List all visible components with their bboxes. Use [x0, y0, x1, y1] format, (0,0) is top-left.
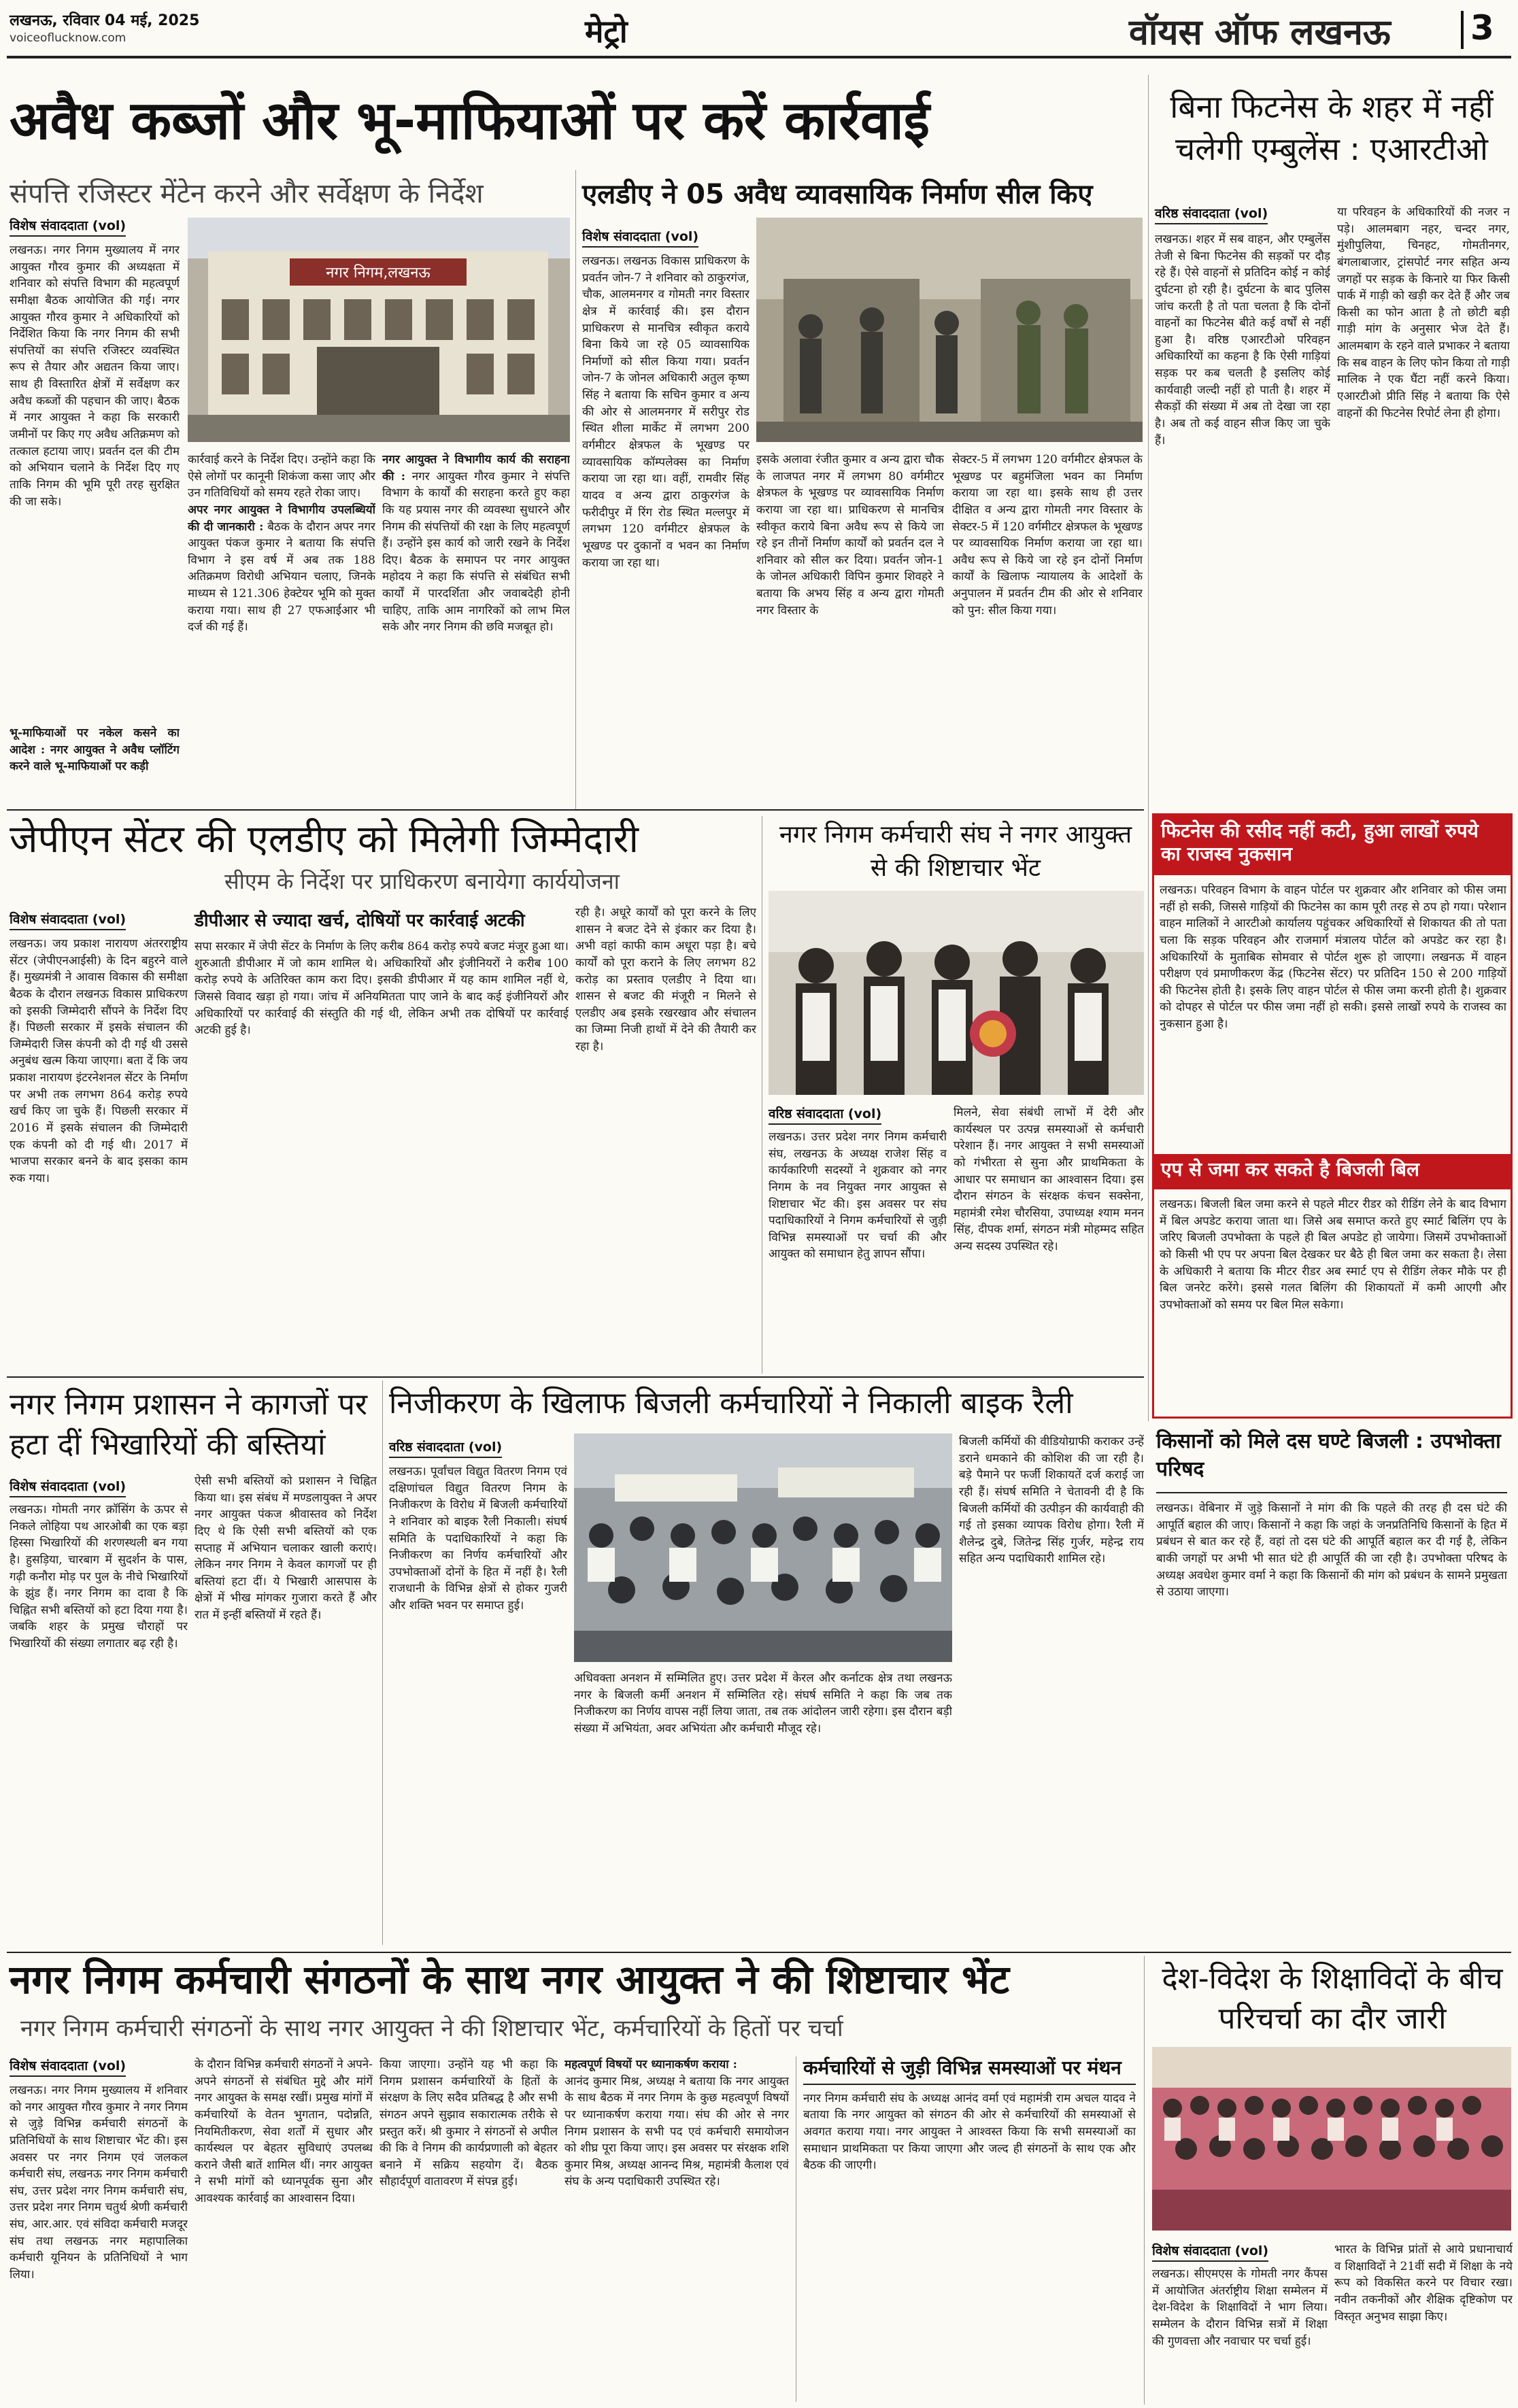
bottom-subhead: नगर निगम कर्मचारी संगठनों के साथ नगर आयुक्त ने की शिष्टाचार भेंट, कर्मचारियों के हितों पर चर्चा — [20, 2015, 843, 2042]
lead-col3 — [382, 452, 570, 805]
lead-sub1: भू-माफियाओं पर नकेल कसने का आदेश : नगर आयुक्त ने अवैध प्लॉटिंग करने वाले भू-माफियाओं पर कड़ी — [10, 726, 180, 774]
row2-rule — [7, 809, 1144, 811]
ambulance-byline: वरिष्ठ संवाददाता (vol) — [1155, 204, 1268, 224]
bottom-col1: लखनऊ। नगर निगम मुख्यालय में शनिवार को नगर आयुक्त गौरव कुमार ने नगर निगम से जुड़े विभिन्न कर्मचारी संगठनों के प्रतिनिधियों के साथ शिष्टाचार भेंट की। इस अवसर पर नगर निगम एवं जलकल कर्मचारी संघ, लखनऊ नगर निगम कर्मचारी संघ, उत्तर प्रदेश नगर निगम कर्मचारी संघ, उत्तर प्रदेश नगर निगम चतुर्थ श्रेणी कर्मचारी संघ, आर.आर. एवं संविदा कर्मचारी मजदूर संघ तथा लखनऊ नगर महापालिका कर्मचारी यूनियन के प्रतिनिधियों ने भाग लिया। — [10, 2084, 188, 2282]
bottom-col4-head: महत्वपूर्ण विषयों पर ध्यानाकर्षण कराया : — [564, 2058, 737, 2071]
ambulance-col2: या परिवहन के अधिकारियों की नजर न पड़े। आलमबाग नहर, चन्दर नगर, मुंशीपुलिया, चिनहट, गोमतीनगर, बंगलाबाजार, ट्रांसपोर्ट नगर सहित अन्य जगहों पर सड़क के किनारे या फिर किसी पार्क में गाड़ी को खड़ी कर देते हैं और जब किसी का फोन आता है तो छोटी बड़ी गाड़ी मांग के अनुसार भेज देते हैं। आलमबाग के रहने वाले प्रभाकर ने बताया कि सब वाहन के लिए फोन किया तो गाड़ी मालिक ने एक घैंटा नहीं करने किया। एआरटीओ प्रीति सिंह ने बताया कि ऐसे वाहनों की फिटनेस रिपोर्ट लेना ही होगा। — [1337, 205, 1510, 420]
lead-sub3: नगर आयुक्त ने विभागीय कार्य की सराहना की : — [382, 453, 570, 484]
educationists-headline: देश-विदेश के शिक्षाविदों के बीच परिचर्चा का दौर जारी — [1162, 1961, 1503, 2037]
jpnic-col3: रही है। अधूरे कार्यों को पूरा करने के लिए शासन ने बजट देने से इंकार कर दिया है। अभी वहां काफी काम अधूरा पड़ा है। बचे कार्यों को पूरा कराने के लिए लगभग 82 करोड़ का प्रस्ताव एलडीए ने दिया था। शासन से बजट की मंजूरी न मिलने से एलडीए अब इसके रखरखाव और संचालन का जिम्मा निजी हाथों में देने की तैयारी कर रहा है। — [575, 906, 756, 1054]
lead-col2b-text: बैठक के दौरान अपर नगर आयुक्त पंकज कुमार ने बताया कि संपत्ति विभाग ने इस वर्ष में अब तक 188 अतिक्रमण विरोधी अभियान चलाए, जिनके माध्यम से 121.306 हेक्टेयर भूमि को मुक्त कराया गया। साथ ही 27 एफआईआर भी दर्ज की गई हैं। — [188, 520, 375, 634]
divider-lead-lda — [575, 170, 576, 809]
bill-col1: लखनऊ। बिजली बिल जमा करने से पहले मीटर रीडर को रीडिंग लेने के बाद विभाग में बिल अपडेट कराया जाता था। जिसे अब समाप्त करते हुए स्मार्ट बिलिंग एप के जरिए बिजली उपभोक्ता के पहले ही बिल अपडेट हो जायेगा। जिसमें उपभोक्ताओं को किसी भी एप पर अपना बिल देखकर घर बैठे ही बिल जमा कर सकता है। लेसा के अधिकारी ने बताया कि मीटर रीडर अब स्मार्ट एप से रीडिंग लेकर मौके पर ही बिल जनरेट करेंगे। इससे गलत बिलिंग की शिकायतों में कमी आएगी और उपभोक्ताओं को समय पर बिल मिल सकेगा। — [1160, 1198, 1506, 1312]
union-byline: वरिष्ठ संवाददाता (vol) — [769, 1104, 881, 1125]
lead-col2-text: कार्रवाई करने के निर्देश दिए। उन्होंने कहा कि ऐसे लोगों पर कानूनी शिकंजा कसा जाए और उन गतिविधियों को समय रहते रोका जाए। — [188, 453, 375, 501]
building-sign: नगर निगम,लखनऊ — [326, 265, 431, 282]
educationists-byline: विशेष संवाददाता (vol) — [1152, 2241, 1268, 2262]
fitness-headline-bar — [1154, 815, 1511, 875]
masthead-date: लखनऊ, रविवार 04 मई, 2025 — [10, 12, 200, 29]
privatization-col1: लखनऊ। पूर्वांचल विद्युत वितरण निगम एवं दक्षिणांचल विद्युत वितरण निगम के निजीकरण के विरोध में बिजली कर्मचारियों ने शनिवार को बाइक रैली निकाली। संघर्ष समिति के पदाधिकारियों ने कहा कि निजीकरण का निर्णय कर्मचारियों और उपभोक्ताओं दोनों के हित में नहीं है। रैली राजधानी के विभिन्न क्षेत्रों से होकर गुजरी और शक्ति भवन पर समाप्त हुई। — [389, 1465, 567, 1613]
brand-name: वॉयस ऑफ लखनऊ — [1129, 12, 1391, 53]
bottom-col5: नगर निगम कर्मचारी संघ के अध्यक्ष आनंद वर्मा एवं महामंत्री राम अचल यादव ने बताया कि नगर आयुक्त को संगठन की ओर से कर्मचारियों की समस्याओं से अवगत कराया गया। नगर आयुक्त ने आश्वस्त किया कि सभी समस्याओं का समाधान प्राथमिकता पर किया जाएगा और जल्द ही संगठनों के साथ एक और बैठक की जाएगी। — [803, 2091, 1136, 2173]
sealed-shops-photo — [756, 218, 1143, 442]
farmers-col1: लखनऊ। वेबिनार में जुड़े किसानों ने मांग की कि पहले की तरह ही दस घंटे की आपूर्ति बहाल की जाए। किसानों ने कहा कि जहां के जनप्रतिनिधि किसानों के हित में प्रबंधन से बात कर रहे हैं, वहां तो दस घंटे की आपूर्ति बहाल कर दी गई है, लेकिन बाकी जगहों पर अभी भी सात घंटे ही आपूर्ति की जा रही है। उपभोक्ता परिषद के अध्यक्ष अवधेश कुमार वर्मा ने कहा कि किसानों की मांग को प्रबंधन के सामने प्रमुखता से उठाया जाएगा। — [1156, 1502, 1507, 1599]
lead-headline: अवैध कब्जों और भू-माफियाओं पर करें कार्रवाई — [10, 90, 930, 152]
lead-col3-text: नगर आयुक्त गौरव कुमार ने संपत्ति विभाग के कार्यों की सराहना करते हुए कहा कि यह प्रयास नगर की व्यवस्था सुधारने और निगम की संपत्तियों की रक्षा के लिए महत्वपूर्ण हैं। उन्होंने इस कार्य को जारी रखने के निर्देश दिए। बैठक के समापन पर नगर आयुक्त महोदय ने कहा कि संपत्ति से संबंधित सभी कार्यों में पारदर्शिता और जवाबदेही होनी चाहिए, ताकि आम नागरिकों को लाभ मिल सके और नगर निगम की छवि मजबूत हो। — [382, 469, 570, 634]
row4-rule — [7, 1952, 1511, 1953]
union-col2: मिलने, सेवा संबंधी लाभों में देरी और कार्यस्थल पर उत्पन्न समस्याओं से कर्मचारी परेशान हैं। नगर आयुक्त ने सभी समस्याओं को गंभीरता से सुना और प्राथमिकता के आधार पर समाधान का आश्वासन दिया। इस दौरान संगठन के संरक्षक कंचन सक्सेना, महामंत्री रमेश चौरसिया, उपाध्यक्ष श्याम मनन सिंह, दीपक शर्मा, संगठन मंत्री मोहम्मद सहित अन्य सदस्य उपस्थित रहे। — [954, 1106, 1144, 1254]
page-divider — [1461, 11, 1464, 49]
masthead-rule — [7, 56, 1511, 58]
lead-col1-sub — [10, 725, 180, 807]
lda-col1: लखनऊ। लखनऊ विकास प्राधिकरण के प्रवर्तन जोन-7 ने शनिवार को ठाकुरगंज, चौक, आलमनगर व गोमती नगर विस्तार क्षेत्र में कार्रवाई की। इस दौरान प्राधिकरण से मानचित्र स्वीकृत कराये बिना किये जा रहे 05 व्यावसायिक निर्माणों को सील किया गया। प्रवर्तन जोन-7 के जोनल अधिकारी अतुल कृष्ण सिंह ने बताया कि सचिन कुमार व अन्य की ओर से आलमनगर में सरीपुर रोड स्थित शीला मार्केट में लगभग 200 वर्गमीटर क्षेत्रफल के भूखण्ड पर व्यावसायिक कॉम्पलेक्स का निर्माण कराया जा रहा था। वहीं, रामवीर सिंह यादव व अन्य द्वारा ठाकुरगंज के फरीदीपुर में रिंग रोड स्थित मल्लपुर में लगभग 120 वर्गमीटर क्षेत्रफल के भूखण्ड पर दुकानों व भवन का निर्माण कराया जा रहा था। — [582, 254, 749, 570]
educationists-photo — [1152, 2047, 1511, 2231]
lda-byline: विशेष संवाददाता (vol) — [582, 227, 698, 248]
ambulance-col1: लखनऊ। शहर में सब वाहन, और एम्बुलेंस तेजी से बिना फिटनेस की सड़कों पर दौड़ रहे हैं। ऐसे वाहनों से प्रतिदिन कोई न कोई दुर्घटना हो रही है। दुर्घटना के बाद पुलिस जांच करती है तो पता चलता है कि दोनों वाहनों का फिटनेस बीते कई वर्षों से नहीं हुआ है। वरिष्ठ एआरटीओ परिवहन अधिकारियों का कहना है कि ऐसी गाड़ियां सड़क पर कब चलती है इसलिए कोई कार्यवाही जल्दी नहीं हो पाती है। शहर में सैकड़ों की संख्या में अब तो देखा जा रहा है। अब तो कई वाहन सीज किए जा चुके हैं। — [1155, 233, 1330, 447]
lead-byline: विशेष संवाददाता (vol) — [10, 216, 126, 237]
jpnic-col2: सपा सरकार में जेपी सेंटर के निर्माण के लिए करीब 864 करोड़ रुपये बजट मंजूर हुआ था। शुरुआती डीपीआर में जो काम शामिल थे। अधिकारियों और इंजीनियरों ने करीब 100 करोड़ रुपये के अतिरिक्त काम करा दिए। इसकी डीपीआर में यह काम शामिल नहीं थे, जिससे विवाद खड़ा हो गया। जांच में अनियमितता पाए जाने के बाद कई इंजीनियरों और अधिकारियों पर कार्रवाई की संस्तुति की गई थी, लेकिन अभी तक दोषियों पर कार्रवाई अटकी हुई है। — [195, 940, 569, 1038]
row3-rule — [7, 1376, 1144, 1378]
privatization-col3: बिजली कर्मियों की वीडियोग्राफी कराकर उन्हें डराने धमकाने की कोशिश की जा रही है। बड़े पैमाने पर फर्जी शिकायतें दर्ज कराई जा रही हैं। संघर्ष समिति ने चेतावनी दी है कि बिजली कर्मियों की उत्पीड़न की कार्यवाही की गई तो इसका व्यापक विरोध होगा। रैली में शैलेन्द्र दुबे, जितेन्द्र सिंह गुर्जर, महेन्द्र राय सहित अन्य पदाधिकारी शामिल रहे। — [959, 1435, 1144, 1566]
union-meeting-photo — [769, 891, 1144, 1095]
jpnic-byline: विशेष संवाददाता (vol) — [10, 910, 126, 930]
lead-col1: लखनऊ। नगर निगम मुख्यालय में नगर आयुक्त गौरव कुमार की अध्यक्षता में शनिवार को संपत्ति विभाग की महत्वपूर्ण समीक्षा बैठक आयोजित की गई। नगर आयुक्त गौरव कुमार ने अधिकारियों को निर्देशित किया कि नगर निगम की सभी संपत्तियों का संपत्ति रजिस्टर व्यवस्थित रूप से तैयार और अद्यतन किया जाए। साथ ही विस्तारित क्षेत्रों में सर्वेक्षण कर अवैध कब्जों की पहचान की जाए। बैठक में नगर आयुक्त ने कहा कि सरकारी जमीनों पर किए गए अवैध अतिक्रमण को तत्काल हटाया जाए। प्रवर्तन दल की टीम को अभियान चलाने के निर्देश दिए गए ताकि निगम की भूमि पूरी तरह सुरक्षित की जा सके। — [10, 243, 180, 509]
educationists-col2: भारत के विभिन्न प्रांतों से आये प्रधानाचार्य व शिक्षाविदों ने 21वीं सदी में शिक्षा के नये रूप को विकसित करने पर विचार रखा। नवीन तकनीकों और शैक्षिक दृष्टिकोण पर विस्तृत अनुभव साझा किए। — [1334, 2243, 1513, 2324]
fitness-headline: फिटनेस की रसीद नहीं कटी, हुआ लाखों रुपये का राजस्व नुकसान — [1161, 819, 1479, 865]
privatization-col2: अधिवक्ता अनशन में सम्मिलित हुए। उत्तर प्रदेश में केरल और कर्नाटक क्षेत्र तथा लखनऊ नगर के बिजली कर्मी अनशन में सम्मिलित रहे। संघर्ष समिति ने कहा कि जब तक निजीकरण का निर्णय वापस नहीं लिया जाता, तब तक आंदोलन जारी रहेगा। इस दौरान बड़ी संख्या में अभियंता, अवर अभियंता और कर्मचारी मौजूद रहे। — [574, 1672, 952, 1735]
lda-col2: इसके अलावा रंजीत कुमार व अन्य द्वारा चौक के लाजपत नगर में लगभग 80 वर्गमीटर क्षेत्रफल के भूखण्ड पर व्यावसायिक निर्माण कराया जा रहा था। प्राधिकरण से मानचित्र स्वीकृत कराये बिना अवैध रूप से किये जा रहे इन तीनों निर्माण कार्यों को प्रवर्तन दल ने शनिवार को सील कर दिया। प्रवर्तन जोन-1 के जोनल अधिकारी विपिन कुमार शिवहरे ने बताया कि अभय सिंह व अन्य द्वारा गोमती नगर विस्तार के — [756, 453, 944, 617]
section-label: मेट्रो — [585, 13, 628, 50]
fitness-col1: लखनऊ। परिवहन विभाग के वाहन पोर्टल पर शुक्रवार और शनिवार को फीस जमा नहीं हो सकी, जिससे गाड़ियों की फिटनेस का काम पूरी तरह से ठप हो गया। परेशान वाहन मालिकों ने आरटीओ कार्यालय पहुंचकर अधिकारियों से शिकायत की तो पता चला कि सड़क परिवहन और राजमार्ग मंत्रालय पोर्टल को अपडेट कर रहा है। अधिकारियों के मुताबिक सोमवार से पोर्टल शुरू हो जाएगा। लखनऊ में वाहन परीक्षण एवं प्रमाणीकरण केंद्र (फिटनेस सेंटर) पर प्रतिदिन 150 से 200 गाड़ियों की फिटनेस होती है। इसके लिए वाहन पोर्टल से फीस जमा करनी होती है। शुक्रवार को दोपहर से पोर्टल पर फीस जमा नहीं हो सकी। इससे लाखों रुपये के राजस्व का नुकसान हुआ है। — [1160, 883, 1506, 1032]
bottom-col4 — [564, 2056, 789, 2402]
divider-right-col — [1148, 75, 1149, 1421]
lead-sub2: अपर नगर आयुक्त ने विभागीय उपलब्धियों की दी जानकारी : — [188, 503, 375, 534]
lda-headline: एलडीए ने 05 अवैध व्यावसायिक निर्माण सील किए — [582, 179, 1093, 210]
beggars-headline: नगर निगम प्रशासन ने कागजों पर हटा दीं भिखारियों की बस्तियां — [10, 1387, 367, 1463]
lda-col3: सेक्टर-5 में लगभग 120 वर्गमीटर क्षेत्रफल के भूखण्ड पर बहुमंजिला भवन का निर्माण कराया जा रहा था। इसके साथ ही उत्तर दीक्षित व अन्य द्वारा गोमती नगर विस्तार के सेक्टर-5 में 120 वर्गमीटर क्षेत्रफल के भूखण्ड पर व्यावसायिक निर्माण कराया जा रहा था। अवैध रूप से किये जा रहे इन दोनों निर्माण कार्यों के खिलाफ न्यायालय के आदेशों के अनुपालन में प्रवर्तन टीम की ओर से शनिवार को पुन: सील किया गया। — [952, 453, 1143, 617]
bottom-col4-text: आनंद कुमार मिश्र, अध्यक्ष ने बताया कि नगर आयुक्त के साथ बैठक में नगर निगम के कुछ महत्वपूर्ण विषयों पर ध्यानाकर्षण कराया गया। संघ की ओर से नगर निगम प्रशासन के सभी पद एवं कर्मचारी समायोजन को शीघ्र पूरा किया जाए। इस अवसर पर संरक्षक शशि कुमार मिश्र, अध्यक्ष आनन्द मिश्र, महामंत्री कैलाश एवं संघ के अन्य पदाधिकारी उपस्थित रहे। — [564, 2074, 789, 2189]
jpnic-col1: लखनऊ। जय प्रकाश नारायण अंतरराष्ट्रीय सेंटर (जेपीएनआईसी) के दिन बहुरने वाले हैं। मुख्यमंत्री ने आवास विकास की समीक्षा बैठक के दौरान लखनऊ विकास प्राधिकरण को इसकी जिम्मेदारी सौंपने के निर्देश दिए हैं। पिछली सरकार में इसके संचालन की जिम्मेदारी जिस कंपनी को दी गई थी उससे अनुबंध खत्म किया जाएगा। बता दें कि जय प्रकाश नारायण इंटरनेशनल सेंटर के निर्माण पर अभी तक लगभग 864 करोड़ रुपये खर्च किए जा चुके हैं। पिछली सरकार में 2016 में इसके संचालन की जिम्मेदारी एक कंपनी को दी गई थी। 2017 में भाजपा सरकार बनने के बाद इसका काम रुक गया। — [10, 937, 188, 1185]
ambulance-headline: बिना फिटनेस के शहर में नहीं चलेगी एम्बुलेंस : एआरटीओ — [1170, 88, 1494, 168]
bill-headline-bar — [1154, 1154, 1511, 1189]
municipal-building-photo — [188, 218, 570, 442]
privatization-headline: निजीकरण के खिलाफ बिजली कर्मचारियों ने निकाली बाइक रैली — [389, 1386, 1073, 1421]
union-photo — [769, 891, 1144, 1095]
union-col1: लखनऊ। उत्तर प्रदेश नगर निगम कर्मचारी संघ, लखनऊ के अध्यक्ष राजेश सिंह व कार्यकारिणी सदस्यों ने शुक्रवार को नगर निगम के नव नियुक्त नगर आयुक्त से शिष्टाचार भेंट की। इस अवसर पर संघ पदाधिकारियों ने निगम कर्मचारियों से जुड़ी विभिन्न समस्याओं पर चर्चा की और आयुक्त को समाधान हेतु ज्ञापन सौंपा। — [769, 1130, 947, 1261]
rally-photo — [574, 1434, 952, 1662]
bottom-col2: के दौरान विभिन्न कर्मचारी संगठनों ने अपने-अपने संगठनों से संबंधित मुद्दे और मांगें नगर आयुक्त के समक्ष रखीं। प्रमुख मांगों में कर्मचारियों के वेतन भुगतान, पदोन्नति, नियमितीकरण, सेवा शर्तों में सुधार और कार्यस्थल पर बेहतर सुविधाएं उपलब्ध कराने जैसी बातें शामिल थीं। नगर आयुक्त ने सभी मांगों को ध्यानपूर्वक सुना और आवश्यक कार्रवाई का आश्वासन दिया। — [195, 2058, 373, 2206]
divider-beggars-priv — [382, 1380, 383, 1945]
fitness-box — [1152, 813, 1513, 1419]
jpnic-subhead: सीएम के निर्देश पर प्राधिकरण बनायेगा कार्ययोजना — [224, 868, 620, 894]
jpnic-headline: जेपीएन सेंटर की एलडीए को मिलेगी जिम्मेदारी — [10, 817, 639, 862]
union-headline: नगर निगम कर्मचारी संघ ने नगर आयुक्त से की शिष्टाचार भेंट — [779, 821, 1132, 882]
masthead-website[interactable]: voiceoflucknow.com — [10, 31, 126, 45]
privatization-byline: वरिष्ठ संवाददाता (vol) — [389, 1438, 502, 1458]
bike-rally-photo — [574, 1434, 952, 1662]
educationists-col1: लखनऊ। सीएमएस के गोमती नगर कैंपस में आयोजित अंतर्राष्ट्रीय शिक्षा सम्मेलन में देश-विदेश के शिक्षाविदों ने भाग लिया। सम्मेलन के दौरान विभिन्न सत्रों में शिक्षा की गुणवत्ता और नवाचार पर चर्चा हुई। — [1152, 2267, 1328, 2348]
lead-col2 — [188, 452, 375, 805]
lead-photo — [188, 218, 570, 442]
divider-bottom-right — [1144, 1956, 1145, 2405]
bottom-box-headline: कर्मचारियों से जुड़ी विभिन्न समस्याओं पर मंथन — [803, 2056, 1136, 2085]
bill-headline: एप से जमा कर सकते है बिजली बिल — [1161, 1158, 1420, 1181]
jpnic-dpr-subhead: डीपीआर से ज्यादा खर्च, दोषियों पर कार्रवाई अटकी — [195, 911, 525, 931]
farmers-rule — [1156, 1492, 1507, 1493]
farmers-headline: किसानों को मिले दस घण्टे बिजली : उपभोक्ता परिषद — [1156, 1429, 1501, 1481]
bottom-byline: विशेष संवाददाता (vol) — [10, 2056, 126, 2077]
beggars-col1: लखनऊ। गोमती नगर क्रॉसिंग के ऊपर से निकले लोहिया पथ आरओबी का एक बड़ा हिस्सा भिखारियों की शरणस्थली बन गया है। हुसड़िया, चारबाग में सुदर्शन के पास, गढ़ी कनौरा मोड़ पर पुल के नीचे भिखारियों के झुंड हैं। नगर निगम का दावा है कि चिह्नित सभी बस्तियों को हटा दिया गया है। जबकि शहर के प्रमुख चौराहों पर भिखारियों की संख्या लगातार बढ़ रही है। — [10, 1503, 188, 1651]
bottom-col3: किया जाएगा। उन्होंने यह भी कहा कि निगम प्रशासन कर्मचारियों के हितों के संरक्षण के लिए सदैव प्रतिबद्ध है और सभी संगठन अपने सुझाव सकारात्मक तरीके से प्रस्तुत करें। श्री कुमार ने संगठनों से अपील की कि वे निगम की कार्यप्रणाली को बेहतर बनाने में सक्रिय सहयोग दें। बैठक सौहार्दपूर्ण वातावरण में संपन्न हुई। — [380, 2058, 558, 2189]
bottom-box — [796, 2056, 1136, 2402]
farmers-box — [1152, 1424, 1513, 1941]
lead-subhead: संपत्ति रजिस्टर मेंटेन करने और सर्वेक्षण के निर्देश — [10, 178, 484, 209]
page-number: 3 — [1470, 8, 1494, 48]
masthead — [0, 0, 1518, 75]
bottom-headline: नगर निगम कर्मचारी संगठनों के साथ नगर आयुक्त ने की शिष्टाचार भेंट — [10, 1956, 1009, 2003]
lda-photo — [756, 218, 1143, 442]
beggars-col2: ऐसी सभी बस्तियों को प्रशासन ने चिह्नित किया था। इस संबंध में मण्डलायुक्त ने अपर नगर आयुक्त पंकज श्रीवास्तव को निर्देश दिए थे कि ऐसी सभी बस्तियों को एक सप्ताह में अभियान चलाकर खाली कराएं। लेकिन नगर निगम ने केवल कागजों पर ही बस्तियां हटा दीं। ये भिखारी आसपास के क्षेत्रों में भीख मांगकर गुजारा करते हैं और रात में इन्हीं बस्तियों में रहते हैं। — [195, 1474, 377, 1623]
conference-group-photo — [1152, 2047, 1511, 2231]
beggars-byline: विशेष संवाददाता (vol) — [10, 1477, 126, 1497]
